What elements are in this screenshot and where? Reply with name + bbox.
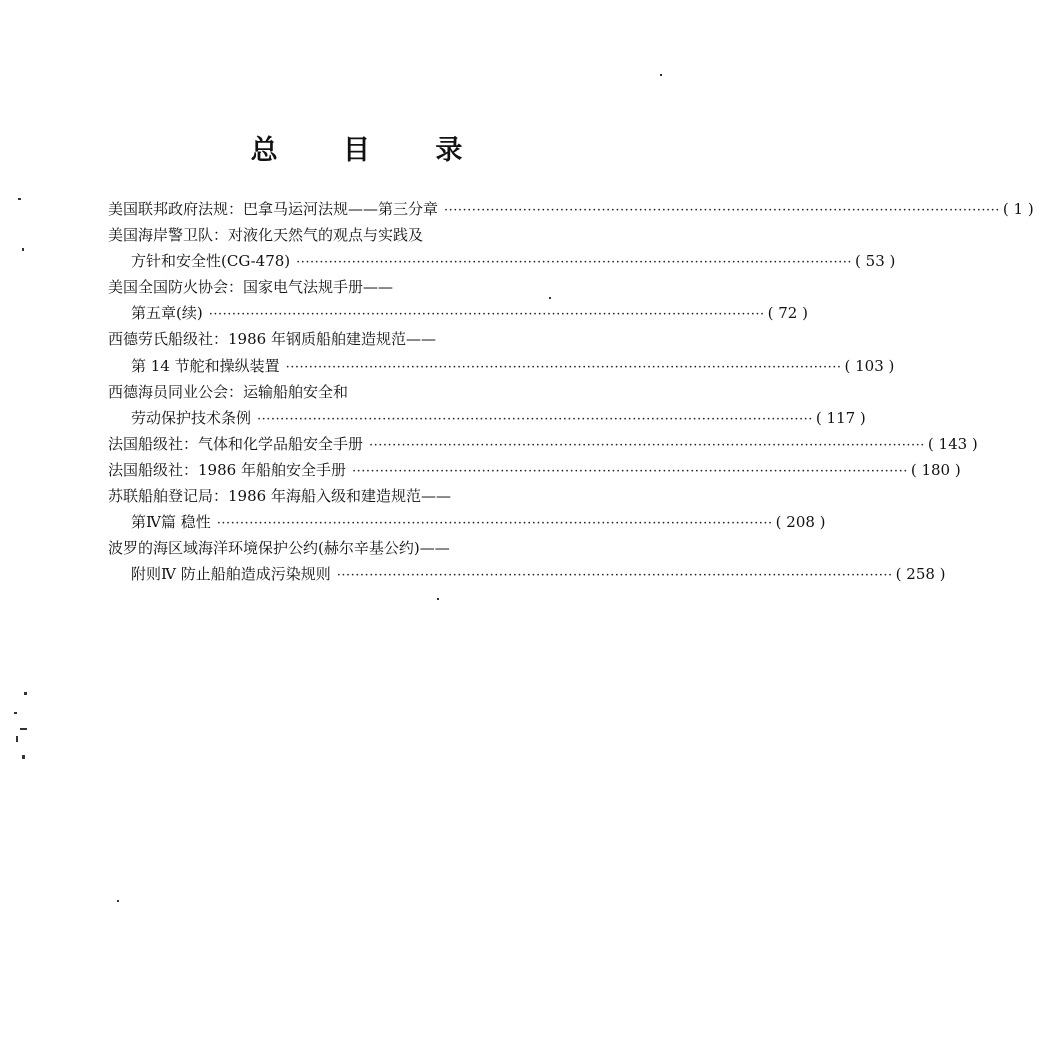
toc-page-number: ( 258 ) — [895, 565, 946, 584]
toc-entry-title: 西德海员同业公会：运输船舶安全和 — [108, 382, 349, 401]
toc-line — [108, 222, 620, 248]
toc-page-number: ( 117 ) — [815, 408, 866, 427]
scan-speck — [20, 728, 27, 730]
toc-entry — [108, 457, 961, 483]
toc-entry-title: 苏联船舶登记局：1986 年海船入级和建造规范—— — [108, 487, 451, 506]
scan-speck — [14, 712, 17, 714]
toc-entry-title: 美国海岸警卫队：对液化天然气的观点与实践及 — [108, 226, 424, 245]
toc-line — [108, 431, 978, 457]
dot-leader: ························································································································ — [351, 463, 908, 479]
dot-leader: ························································································································ — [296, 255, 853, 271]
toc-line — [108, 300, 808, 326]
dot-leader: ························································································································ — [444, 203, 1000, 218]
scan-speck — [16, 736, 18, 742]
scan-speck — [549, 297, 551, 299]
dot-leader: ························································································································ — [336, 568, 893, 584]
dot-leader: ························································································································ — [285, 359, 842, 375]
toc-entry-title: 美国全国防火协会：国家电气法规手册—— — [108, 278, 394, 297]
toc-line — [108, 535, 620, 561]
toc-entry-title: 第五章(续) — [131, 304, 203, 323]
scan-speck — [22, 755, 25, 759]
dot-leader: ························································································································ — [369, 437, 925, 453]
toc-entry — [108, 431, 978, 457]
toc-entry — [108, 274, 808, 326]
toc-line — [108, 274, 620, 300]
toc-entry-title: 法国船级社：1986 年船舶安全手册 — [108, 460, 346, 479]
table-of-contents — [108, 196, 1034, 587]
toc-page-number: ( 1 ) — [1002, 200, 1034, 218]
toc-entry-title: 方针和安全性(CG-478) — [131, 252, 291, 271]
toc-page-number: ( 53 ) — [855, 252, 896, 271]
toc-entry-title: 美国联邦政府法规：巴拿马运河法规——第三分章 — [108, 200, 439, 218]
toc-entry — [108, 483, 826, 535]
toc-line — [108, 509, 826, 535]
toc-entry-title: 西德劳氏船级社：1986 年钢质船舶建造规范—— — [108, 330, 436, 349]
toc-entry-title: 第Ⅳ篇 稳性 — [131, 513, 211, 532]
page-title: 总 目 录 — [250, 135, 491, 166]
toc-line — [108, 196, 1034, 222]
toc-line — [108, 353, 895, 379]
toc-entry-title: 波罗的海区域海洋环境保护公约(赫尔辛基公约)—— — [108, 539, 450, 558]
toc-line — [108, 457, 961, 483]
toc-page-number: ( 208 ) — [775, 513, 826, 532]
toc-entry-title: 附则Ⅳ 防止船舶造成污染规则 — [131, 565, 331, 584]
dot-leader: ························································································································ — [208, 307, 765, 323]
toc-line — [108, 483, 620, 509]
scan-speck — [117, 900, 119, 902]
toc-line — [108, 248, 896, 274]
toc-entry — [108, 326, 895, 378]
toc-entry — [108, 196, 1034, 222]
dot-leader: ························································································································ — [216, 516, 773, 532]
toc-entry-title: 第 14 节舵和操纵装置 — [131, 356, 280, 375]
toc-entry — [108, 379, 866, 431]
toc-line — [108, 379, 620, 405]
dot-leader: ························································································································ — [257, 411, 813, 427]
toc-line — [108, 405, 866, 431]
scan-speck — [22, 248, 24, 251]
scan-speck — [660, 74, 662, 76]
toc-entry-title: 劳动保护技术条例 — [131, 408, 252, 427]
toc-page-number: ( 103 ) — [844, 356, 895, 375]
scan-speck — [24, 692, 27, 695]
toc-page-number: ( 72 ) — [767, 304, 808, 323]
scan-speck — [18, 198, 21, 200]
toc-line — [108, 326, 620, 352]
toc-entry-title: 法国船级社：气体和化学品船安全手册 — [108, 434, 364, 453]
scan-speck — [437, 598, 439, 600]
toc-entry — [108, 222, 896, 274]
toc-line — [108, 561, 946, 587]
toc-page-number: ( 180 ) — [910, 460, 961, 479]
toc-page-number: ( 143 ) — [927, 434, 978, 453]
toc-entry — [108, 535, 946, 587]
